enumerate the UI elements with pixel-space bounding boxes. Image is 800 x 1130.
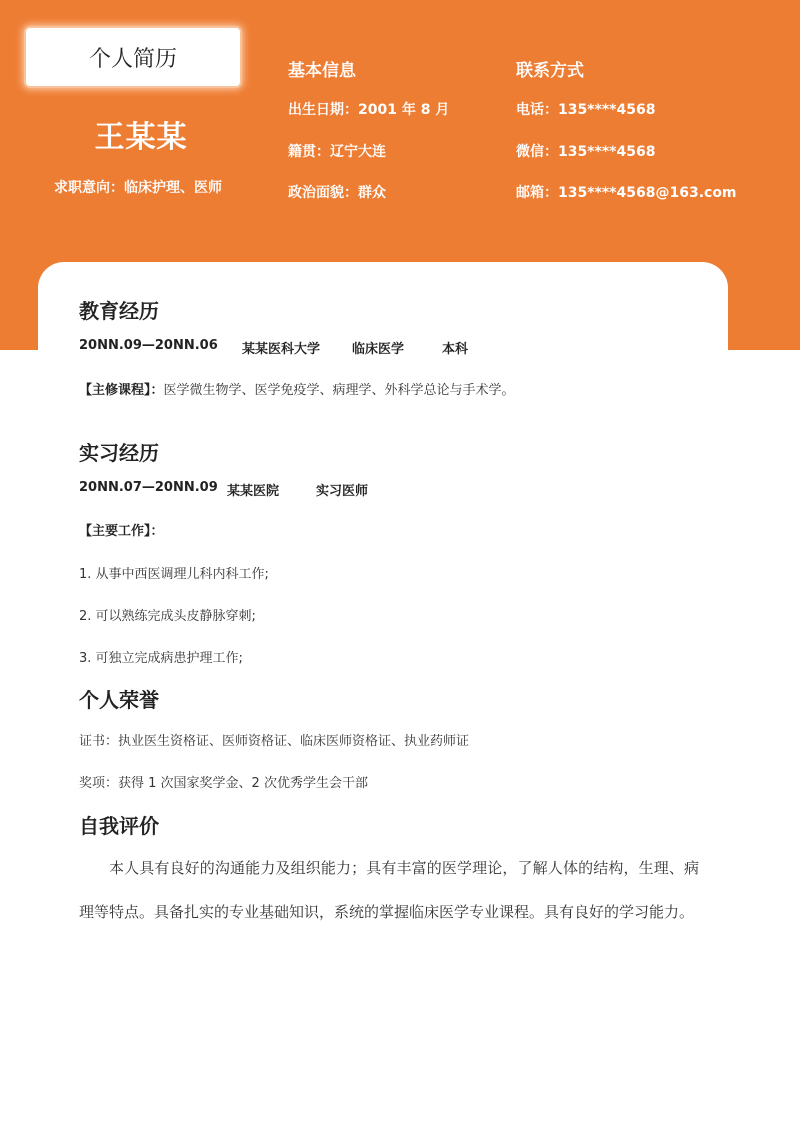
job-objective: 求职意向：临床护理、医师 [54, 180, 222, 196]
certificates: 证书：执业医生资格证、医师资格证、临床医师资格证、执业药师证 [79, 734, 470, 749]
resume-title [26, 28, 240, 86]
internship-place: 某某医院 [227, 484, 280, 499]
native-place: 籍贯：辽宁大连 [288, 144, 386, 160]
internship-period: 20NN.07—20NN.09 [79, 480, 218, 495]
internship-role: 实习医师 [316, 484, 369, 499]
resume-title-text: 个人简历 [88, 46, 177, 72]
phone: 电话：135****4568 [516, 102, 656, 118]
education-school: 某某医科大学 [242, 342, 321, 357]
duties-label: 【主要工作】： [79, 524, 164, 539]
duty-item: 3. 可独立完成病患护理工作; [79, 651, 243, 666]
duty-item: 2. 可以熟练完成头皮静脉穿刺; [79, 609, 256, 624]
courses-label: 【主修课程】： [79, 383, 164, 398]
candidate-name: 王某某 [94, 120, 188, 155]
education-degree: 本科 [442, 342, 469, 357]
political-status: 政治面貌：群众 [288, 185, 386, 201]
courses-text: 医学微生物学、医学免疫学、病理学、外科学总论与手术学。 [163, 383, 515, 398]
birth-date: 出生日期：2001 年 8 月 [288, 102, 450, 118]
self-eval-heading: 自我评价 [79, 814, 159, 838]
education-period: 20NN.09—20NN.06 [79, 338, 218, 353]
education-heading: 教育经历 [79, 299, 159, 323]
wechat: 微信：135****4568 [516, 144, 656, 160]
honors-heading: 个人荣誉 [79, 688, 159, 712]
education-major: 临床医学 [352, 342, 405, 357]
duty-item: 1. 从事中西医调理儿科内科工作; [79, 567, 269, 582]
self-eval-text: 本人具有良好的沟通能力及组织能力；具有丰富的医学理论，了解人体的结构，生理、病理等特点。具备扎实的专业基础知识，系统的掌握临床医学专业课程。具有良好的学习能力。 [79, 859, 699, 921]
education-courses [79, 379, 515, 398]
awards: 奖项：获得 1 次国家奖学金、2 次优秀学生会干部 [79, 776, 368, 791]
basic-info-heading: 基本信息 [288, 61, 356, 81]
internship-heading: 实习经历 [79, 441, 159, 465]
contact-heading: 联系方式 [516, 61, 584, 81]
email: 邮箱：135****4568@163.com [516, 185, 737, 201]
